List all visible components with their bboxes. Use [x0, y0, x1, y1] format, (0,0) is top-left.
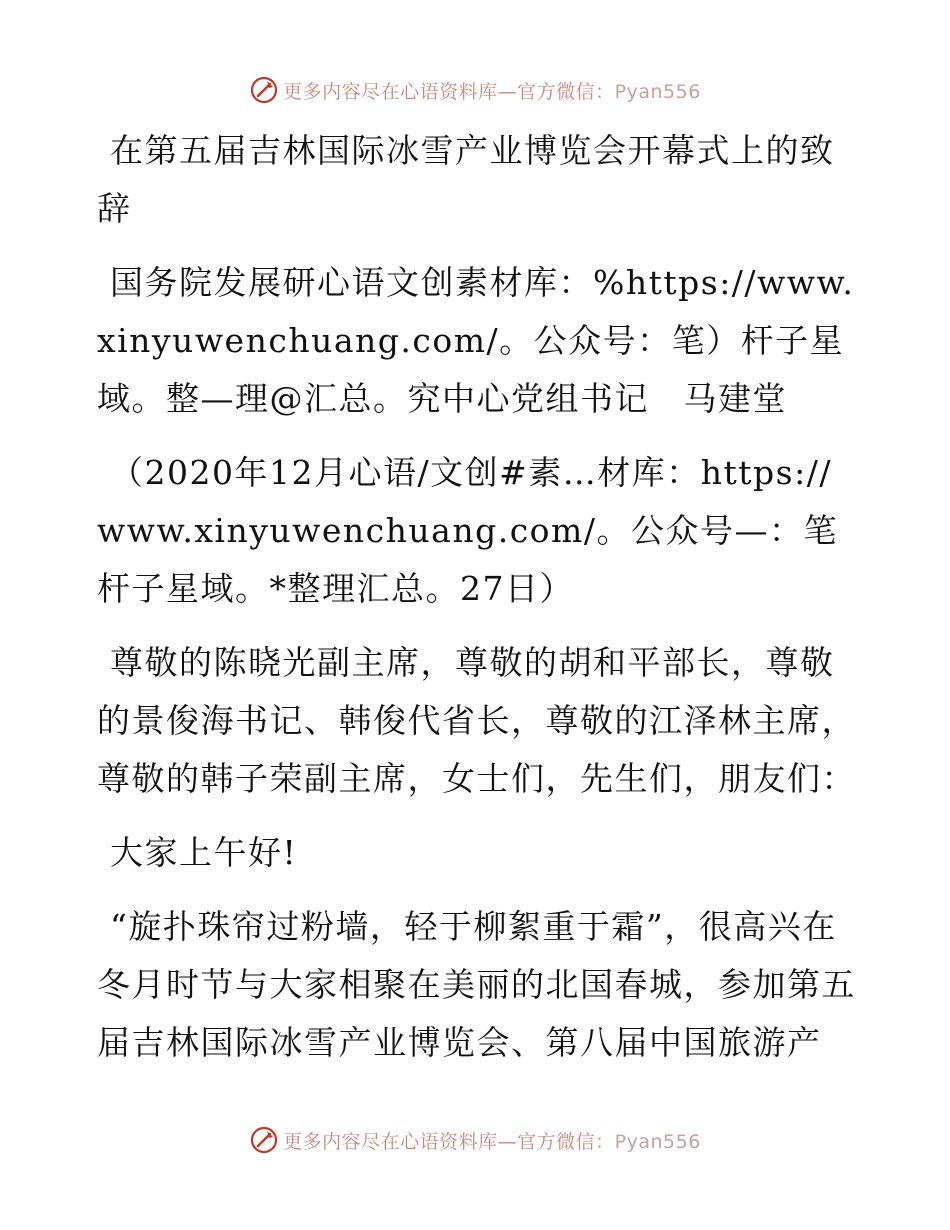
date-line: （2020年12月心语/文创#素…材库：https://www.xinyuwenchuang.com/。公众号—：笔杆子星域。*整理汇总。27日） — [97, 453, 838, 608]
banner-text: 更多内容尽在心语资料库—官方微信： — [283, 1130, 615, 1153]
footer-watermark-banner — [0, 1120, 950, 1160]
banner-account: Pyan556 — [614, 1130, 701, 1153]
banner-text: 更多内容尽在心语资料库—官方微信： — [283, 80, 615, 103]
document-body — [97, 122, 857, 1088]
quill-logo-icon — [249, 1125, 279, 1155]
header-watermark-banner — [0, 70, 950, 110]
greeting: 大家上午好! — [110, 833, 298, 872]
salutation: 尊敬的陈晓光副主席，尊敬的胡和平部长，尊敬的景俊海书记、韩俊代省长，尊敬的江泽林主席，尊敬的韩子荣副主席，女士们，先生们，朋友们： — [97, 643, 856, 798]
body-paragraph: “旋扑珠帘过粉墙，轻于柳絮重于霜”，很高兴在冬月时节与大家相聚在美丽的北国春城，参加第五届吉林国际冰雪产业博览会、第八届中国旅游产 — [97, 907, 856, 1062]
document-title: 在第五届吉林国际冰雪产业博览会开幕式上的致辞 — [97, 131, 835, 228]
quill-logo-icon — [249, 75, 279, 105]
author-line: 国务院发展研心语文创素材库：%https://www.xinyuwenchuang.com/。公众号：笔）杆子星域。整—理@汇总。究中心党组书记 马建堂 — [97, 263, 855, 418]
banner-account: Pyan556 — [614, 80, 701, 103]
